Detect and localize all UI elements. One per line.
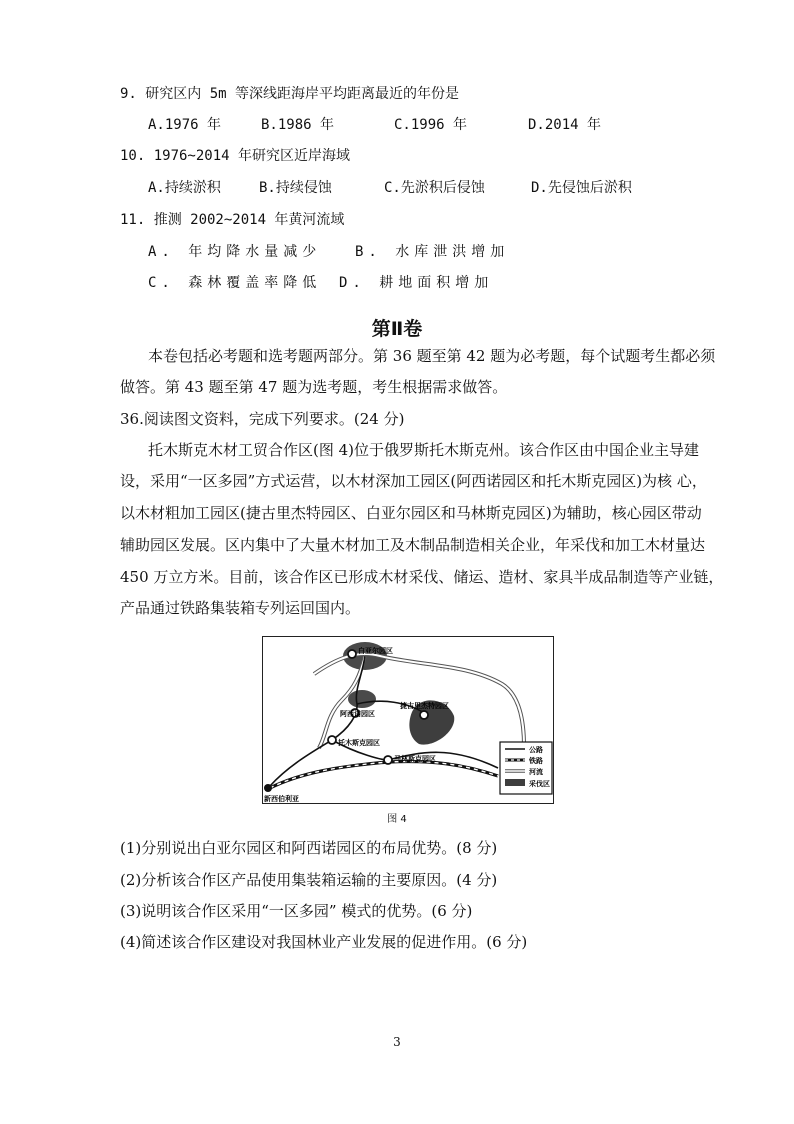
label-tomsk: 托木斯克园区 (338, 739, 380, 747)
label-jieguli: 捷古里杰特园区 (400, 702, 449, 710)
q36-subquestion-4: (4)简述该合作区建设对我国林业产业发展的促进作用。(6 分) (120, 933, 528, 951)
q10-option-d: D.先侵蚀后淤积 (531, 180, 632, 196)
logging-area-axinuo (348, 690, 376, 708)
q36-paragraph-line-4: 辅助园区发展。区内集中了大量木材加工及木制品制造相关企业，年采伐和加工木材量达 (120, 536, 706, 554)
q11-option-c: C. 森林覆盖率降低 (148, 275, 322, 291)
q36-paragraph-line-1: 托木斯克木材工贸合作区(图 4)位于俄罗斯托木斯克州。该合作区由中国企业主导建 (148, 441, 700, 459)
q9-option-d: D.2014 年 (528, 117, 602, 133)
q36-subquestion-2: (2)分析该合作区产品使用集装箱运输的主要原因。(4 分) (120, 871, 498, 889)
q36-subquestion-3: (3)说明该合作区采用“一区多园” 模式的优势。(6 分) (120, 902, 473, 920)
q36-paragraph-line-3: 以木材粗加工园区(捷古里杰特园区、白亚尔园区和马林斯克园区)为辅助，核心园区带动 (120, 504, 702, 522)
q11-option-a: A. 年均降水量减少 (148, 244, 322, 260)
q10-stem: 10. 1976~2014 年研究区近岸海域 (120, 148, 351, 164)
legend-railway-label: 铁路 (529, 757, 543, 765)
legend-river-label: 河流 (529, 768, 543, 776)
q11-option-d: D. 耕地面积增加 (339, 275, 494, 291)
q10-option-b: B.持续侵蚀 (259, 180, 332, 196)
label-axinuo: 阿西诺园区 (340, 710, 375, 718)
marker-novosibirsk (264, 784, 272, 792)
section-intro-line-1: 本卷包括必考题和选考题两部分。第 36 题至第 42 题为必考题，每个试题考生都必须 (148, 347, 716, 365)
legend-logging-label: 采伐区 (529, 780, 550, 788)
marker-tomsk (328, 736, 336, 744)
q36-paragraph-line-5: 450 万立方米。目前，该合作区已形成木材采伐、储运、造材、家具半成品制造等产业链， (120, 568, 724, 586)
map-legend (500, 742, 552, 794)
section-title: 第Ⅱ卷 (371, 318, 423, 340)
marker-jieguli (420, 711, 428, 719)
q10-option-a: A.持续淤积 (148, 180, 221, 196)
marker-malinsk (384, 756, 392, 764)
q36-subquestion-1: (1)分别说出白亚尔园区和阿西诺园区的布局优势。(8 分) (120, 839, 498, 857)
legend-logging-symbol (505, 779, 525, 786)
q9-option-b: B.1986 年 (261, 117, 335, 133)
page-number: 3 (393, 1035, 401, 1049)
q9-stem: 9. 研究区内 5m 等深线距海岸平均距离最近的年份是 (120, 86, 459, 102)
q9-option-a: A.1976 年 (148, 117, 222, 133)
figure-caption: 图 4 (387, 814, 407, 825)
q36-paragraph-line-2: 设，采用“一区多园”方式运营，以木材深加工园区(阿西诺园区和托木斯克园区)为核 心， (120, 472, 707, 490)
legend-road-label: 公路 (529, 746, 543, 754)
q9-option-c: C.1996 年 (394, 117, 468, 133)
q11-option-b: B. 水库泄洪增加 (355, 244, 510, 260)
figure-4-map (262, 636, 554, 804)
q10-option-c: C.先淤积后侵蚀 (384, 180, 485, 196)
q36-paragraph-line-6: 产品通过铁路集装箱专列运回国内。 (120, 599, 361, 617)
label-malinsk: 马林斯克园区 (394, 755, 436, 763)
section-intro-line-2: 做答。第 43 题至第 47 题为选考题，考生根据需求做答。 (120, 378, 508, 396)
q11-stem: 11. 推测 2002~2014 年黄河流域 (120, 212, 345, 228)
label-baiyaer: 白亚尔园区 (358, 647, 393, 655)
marker-baiyaer (348, 650, 356, 658)
label-novosibirsk: 新西伯利亚 (264, 795, 299, 803)
q36-stem: 36.阅读图文资料，完成下列要求。(24 分) (120, 410, 405, 428)
